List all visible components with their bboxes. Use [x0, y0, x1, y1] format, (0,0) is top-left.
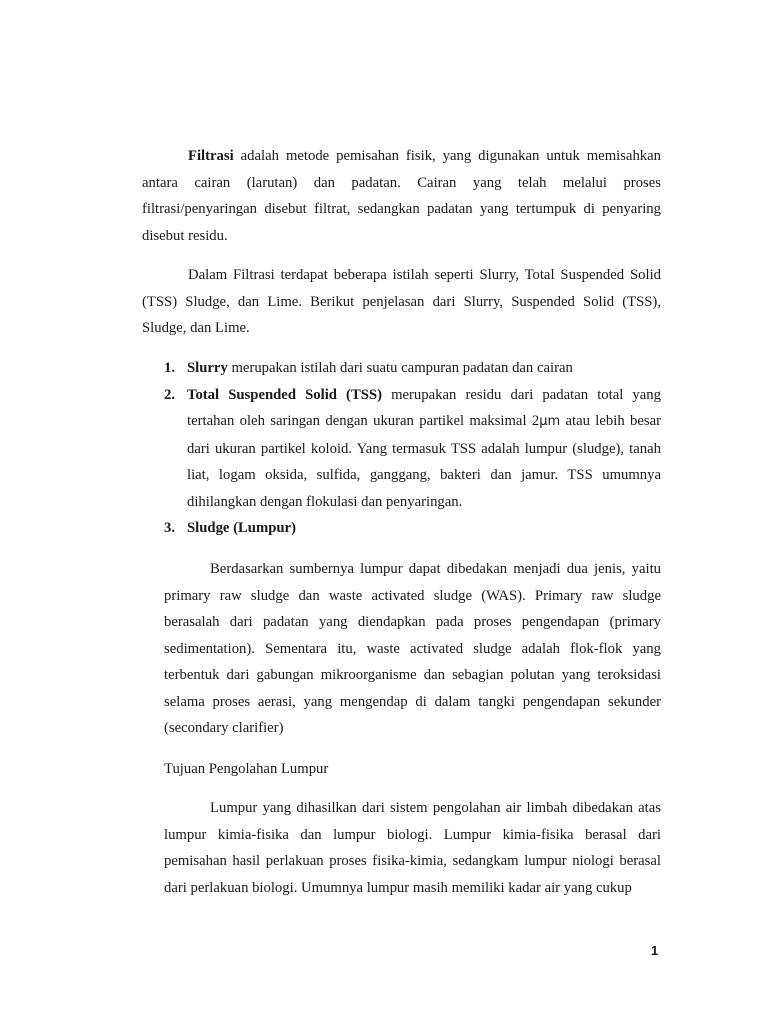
list-number-3: 3. — [164, 520, 176, 536]
filtrasi-terms-text: Dalam Filtrasi terdapat beberapa istilah seperti Slurry, Total Suspended Solid (TSS) Sludge, dan Lime. Berikut penjelasan dari Slurry, Suspended Solid (TSS), Sludge, dan Lime. — [142, 267, 661, 336]
subheading-tujuan-pengolahan — [164, 756, 661, 783]
paragraph-lumpur-types — [164, 795, 661, 901]
list-item-sludge — [164, 515, 661, 542]
paragraph-filtrasi-definition — [142, 143, 661, 249]
micrometer-unit: μm — [539, 414, 561, 429]
page-number: 1 — [651, 943, 659, 958]
list-number-2: 2. — [164, 386, 176, 403]
slurry-text: merupakan istilah dari suatu campuran padatan dan cairan — [227, 360, 573, 376]
paragraph-filtrasi-terms — [142, 262, 661, 342]
list-number-1: 1. — [164, 360, 176, 376]
sludge-sources-text: Berdasarkan sumbernya lumpur dapat dibedakan menjadi dua jenis, yaitu primary raw sludge dan waste activated sludge (WAS). Primary raw sludge berasalah dari padatan yang diendapkan pada proses pengendapan (primary sedimentation). Sementara itu, waste activated sludge adalah flok-flok yang terbentuk dari gabungan mikroorganisme dan sebagian polutan yang teroksidasi selama proses aerasi, yang mengendap di dalam tangki pengendapan sekunder (secondary clarifier) — [164, 561, 661, 736]
term-filtrasi: Filtrasi — [188, 148, 234, 164]
lumpur-types-text: Lumpur yang dihasilkan dari sistem pengolahan air limbah dibedakan atas lumpur kimia-fisika dan lumpur biologi. Lumpur kimia-fisika berasal dari pemisahan hasil perlakuan proses fisika-kimia, sedangkam lumpur niologi berasal dari perlakuan biologi. Umumnya lumpur masih memiliki kadar air yang cukup — [164, 800, 661, 896]
tss-text-before: merupakan residu dari padatan total yang tertahan oleh saringan dengan ukuran partikel maksimal 2 — [187, 386, 661, 429]
term-tss: Total Suspended Solid (TSS) — [187, 386, 382, 403]
term-sludge: Sludge (Lumpur) — [187, 520, 296, 536]
subheading-text: Tujuan Pengolahan Lumpur — [164, 761, 329, 777]
term-slurry: Slurry — [187, 360, 228, 376]
tss-text-after: atau lebih besar dari ukuran partikel koloid. Yang termasuk TSS adalah lumpur (sludge), tanah liat, logam oksida, sulfida, ganggang, bakteri dan jamur. TSS umumnya dihilangkan dengan flokulasi dan penyaringan. — [187, 413, 661, 510]
list-item-slurry — [164, 355, 661, 382]
paragraph-sludge-sources — [164, 556, 661, 742]
filtrasi-definition-text: adalah metode pemisahan fisik, yang digunakan untuk memisahkan antara cairan (larutan) dan padatan. Cairan yang telah melalui proses filtrasi/penyaringan disebut filtrat, sedangkan padatan yang tertumpuk di penyaring disebut residu. — [142, 148, 661, 244]
definition-list — [164, 355, 661, 542]
list-item-tss — [164, 382, 661, 516]
